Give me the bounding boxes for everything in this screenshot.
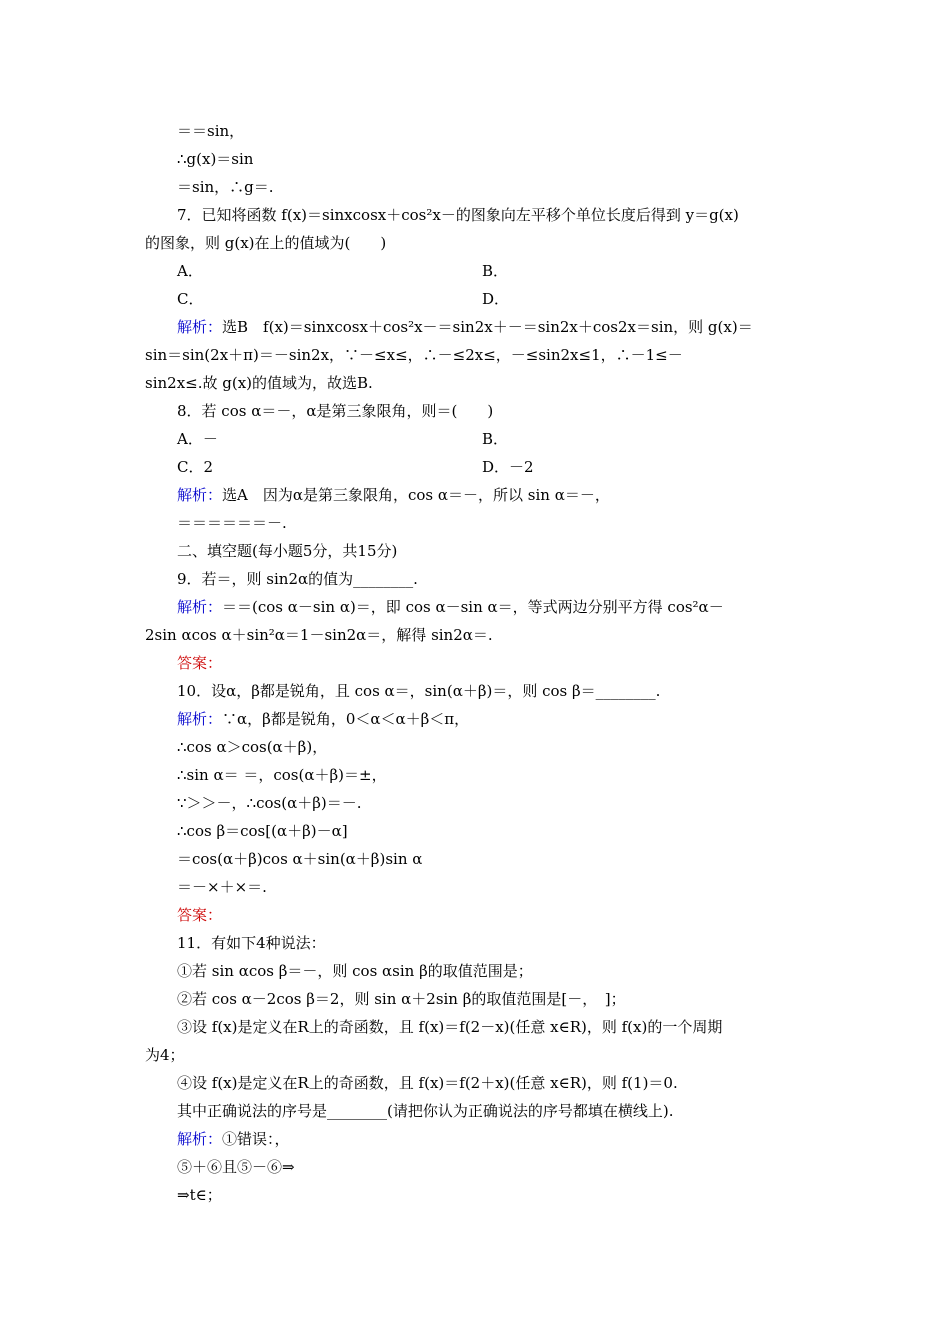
option-a: A．－ [177, 430, 218, 448]
question-9: 9．若＝，则 sin2α的值为________. [177, 570, 418, 588]
text-line: ∴cos β＝cos[(α＋β)－α] [177, 822, 348, 840]
solution-line [177, 597, 724, 617]
solution-label: 解析： [177, 486, 223, 504]
text-line: sin＝sin(2x＋π)＝－sin2x，∵－≤x≤，∴－≤2x≤，－≤sin2x≤1，∴－1≤－ [145, 346, 683, 364]
text-line: 2sin αcos α＋sin²α＝1－sin2α＝，解得 sin2α＝. [145, 626, 493, 644]
text-line: ∴cos α＞cos(α＋β)， [177, 738, 328, 756]
solution-line [177, 709, 469, 729]
option-c: C．2 [177, 458, 214, 476]
option-b: B． [482, 262, 509, 280]
text-line: ∴sin α＝ ＝，cos(α＋β)＝±， [177, 766, 387, 784]
text-line: ⇒t∈； [177, 1186, 222, 1204]
text-line: ＝cos(α＋β)cos α＋sin(α＋β)sin α [177, 850, 423, 868]
section-heading: 二、填空题(每小题5分，共15分) [177, 542, 398, 560]
question-10: 10．设α，β都是锐角，且 cos α＝，sin(α＋β)＝，则 cos β＝________. [177, 682, 661, 700]
option-b: B． [482, 430, 509, 448]
text-line: ＝＝＝＝＝＝－. [177, 514, 287, 532]
text-line: 其中正确说法的序号是________(请把你认为正确说法的序号都填在横线上). [177, 1102, 674, 1120]
solution-label: 解析： [177, 1130, 223, 1148]
option-d: D．－2 [482, 458, 534, 476]
text-line: ∵＞＞－，∴cos(α＋β)＝－. [177, 794, 362, 812]
statement-1: ①若 sin αcos β＝－，则 cos αsin β的取值范围是； [177, 962, 533, 980]
answer-label: 答案： [177, 654, 223, 672]
text-line: ＝－×＋×＝. [177, 878, 267, 896]
solution-label: 解析： [177, 598, 223, 616]
question-7: 7．已知将函数 f(x)＝sinxcosx＋cos²x－的图象向左平移个单位长度后得到 y＝g(x) [177, 206, 739, 224]
solution-text: ＝＝(cos α－sin α)＝，即 cos α－sin α＝，等式两边分别平方得 cos²α－ [222, 598, 724, 616]
solution-text: 选B f(x)＝sinxcosx＋cos²x－＝sin2x＋－＝sin2x＋cos2x＝sin，则 g(x)＝ [222, 318, 753, 336]
solution-label: 解析： [177, 710, 223, 728]
solution-line [177, 1129, 290, 1149]
solution-text: 选A 因为α是第三象限角，cos α＝－，所以 sin α＝－， [222, 486, 610, 504]
option-a: A． [177, 262, 203, 280]
text-line: ＝＝sin， [177, 122, 245, 140]
question-11: 11．有如下4种说法： [177, 934, 326, 952]
text-line: ＝sin，∴g＝. [177, 178, 274, 196]
solution-line [177, 317, 753, 337]
solution-label: 解析： [177, 318, 223, 336]
solution-text: ∵α，β都是锐角，0＜α＜α＋β＜π， [222, 710, 470, 728]
text-line: 的图象，则 g(x)在上的值域为( ) [145, 234, 387, 252]
option-d: D． [482, 290, 510, 308]
text-line: ⑤＋⑥且⑤－⑥⇒ [177, 1158, 295, 1176]
statement-4: ④设 f(x)是定义在R上的奇函数，且 f(x)＝f(2＋x)(任意 x∈R)，则 f(1)＝0. [177, 1074, 678, 1092]
text-line: 为4； [145, 1046, 185, 1064]
text-line: ∴g(x)＝sin [177, 150, 254, 168]
statement-2: ②若 cos α－2cos β＝2，则 sin α＋2sin β的取值范围是[－， ]； [177, 990, 626, 1008]
question-8: 8．若 cos α＝－，α是第三象限角，则＝( ) [177, 402, 494, 420]
solution-line [177, 485, 610, 505]
solution-text: ①错误：， [222, 1130, 290, 1148]
statement-3: ③设 f(x)是定义在R上的奇函数，且 f(x)＝f(2－x)(任意 x∈R)，则 f(x)的一个周期 [177, 1018, 723, 1036]
text-line: sin2x≤.故 g(x)的值域为，故选B. [145, 374, 373, 392]
option-c: C． [177, 290, 204, 308]
answer-label: 答案： [177, 906, 223, 924]
